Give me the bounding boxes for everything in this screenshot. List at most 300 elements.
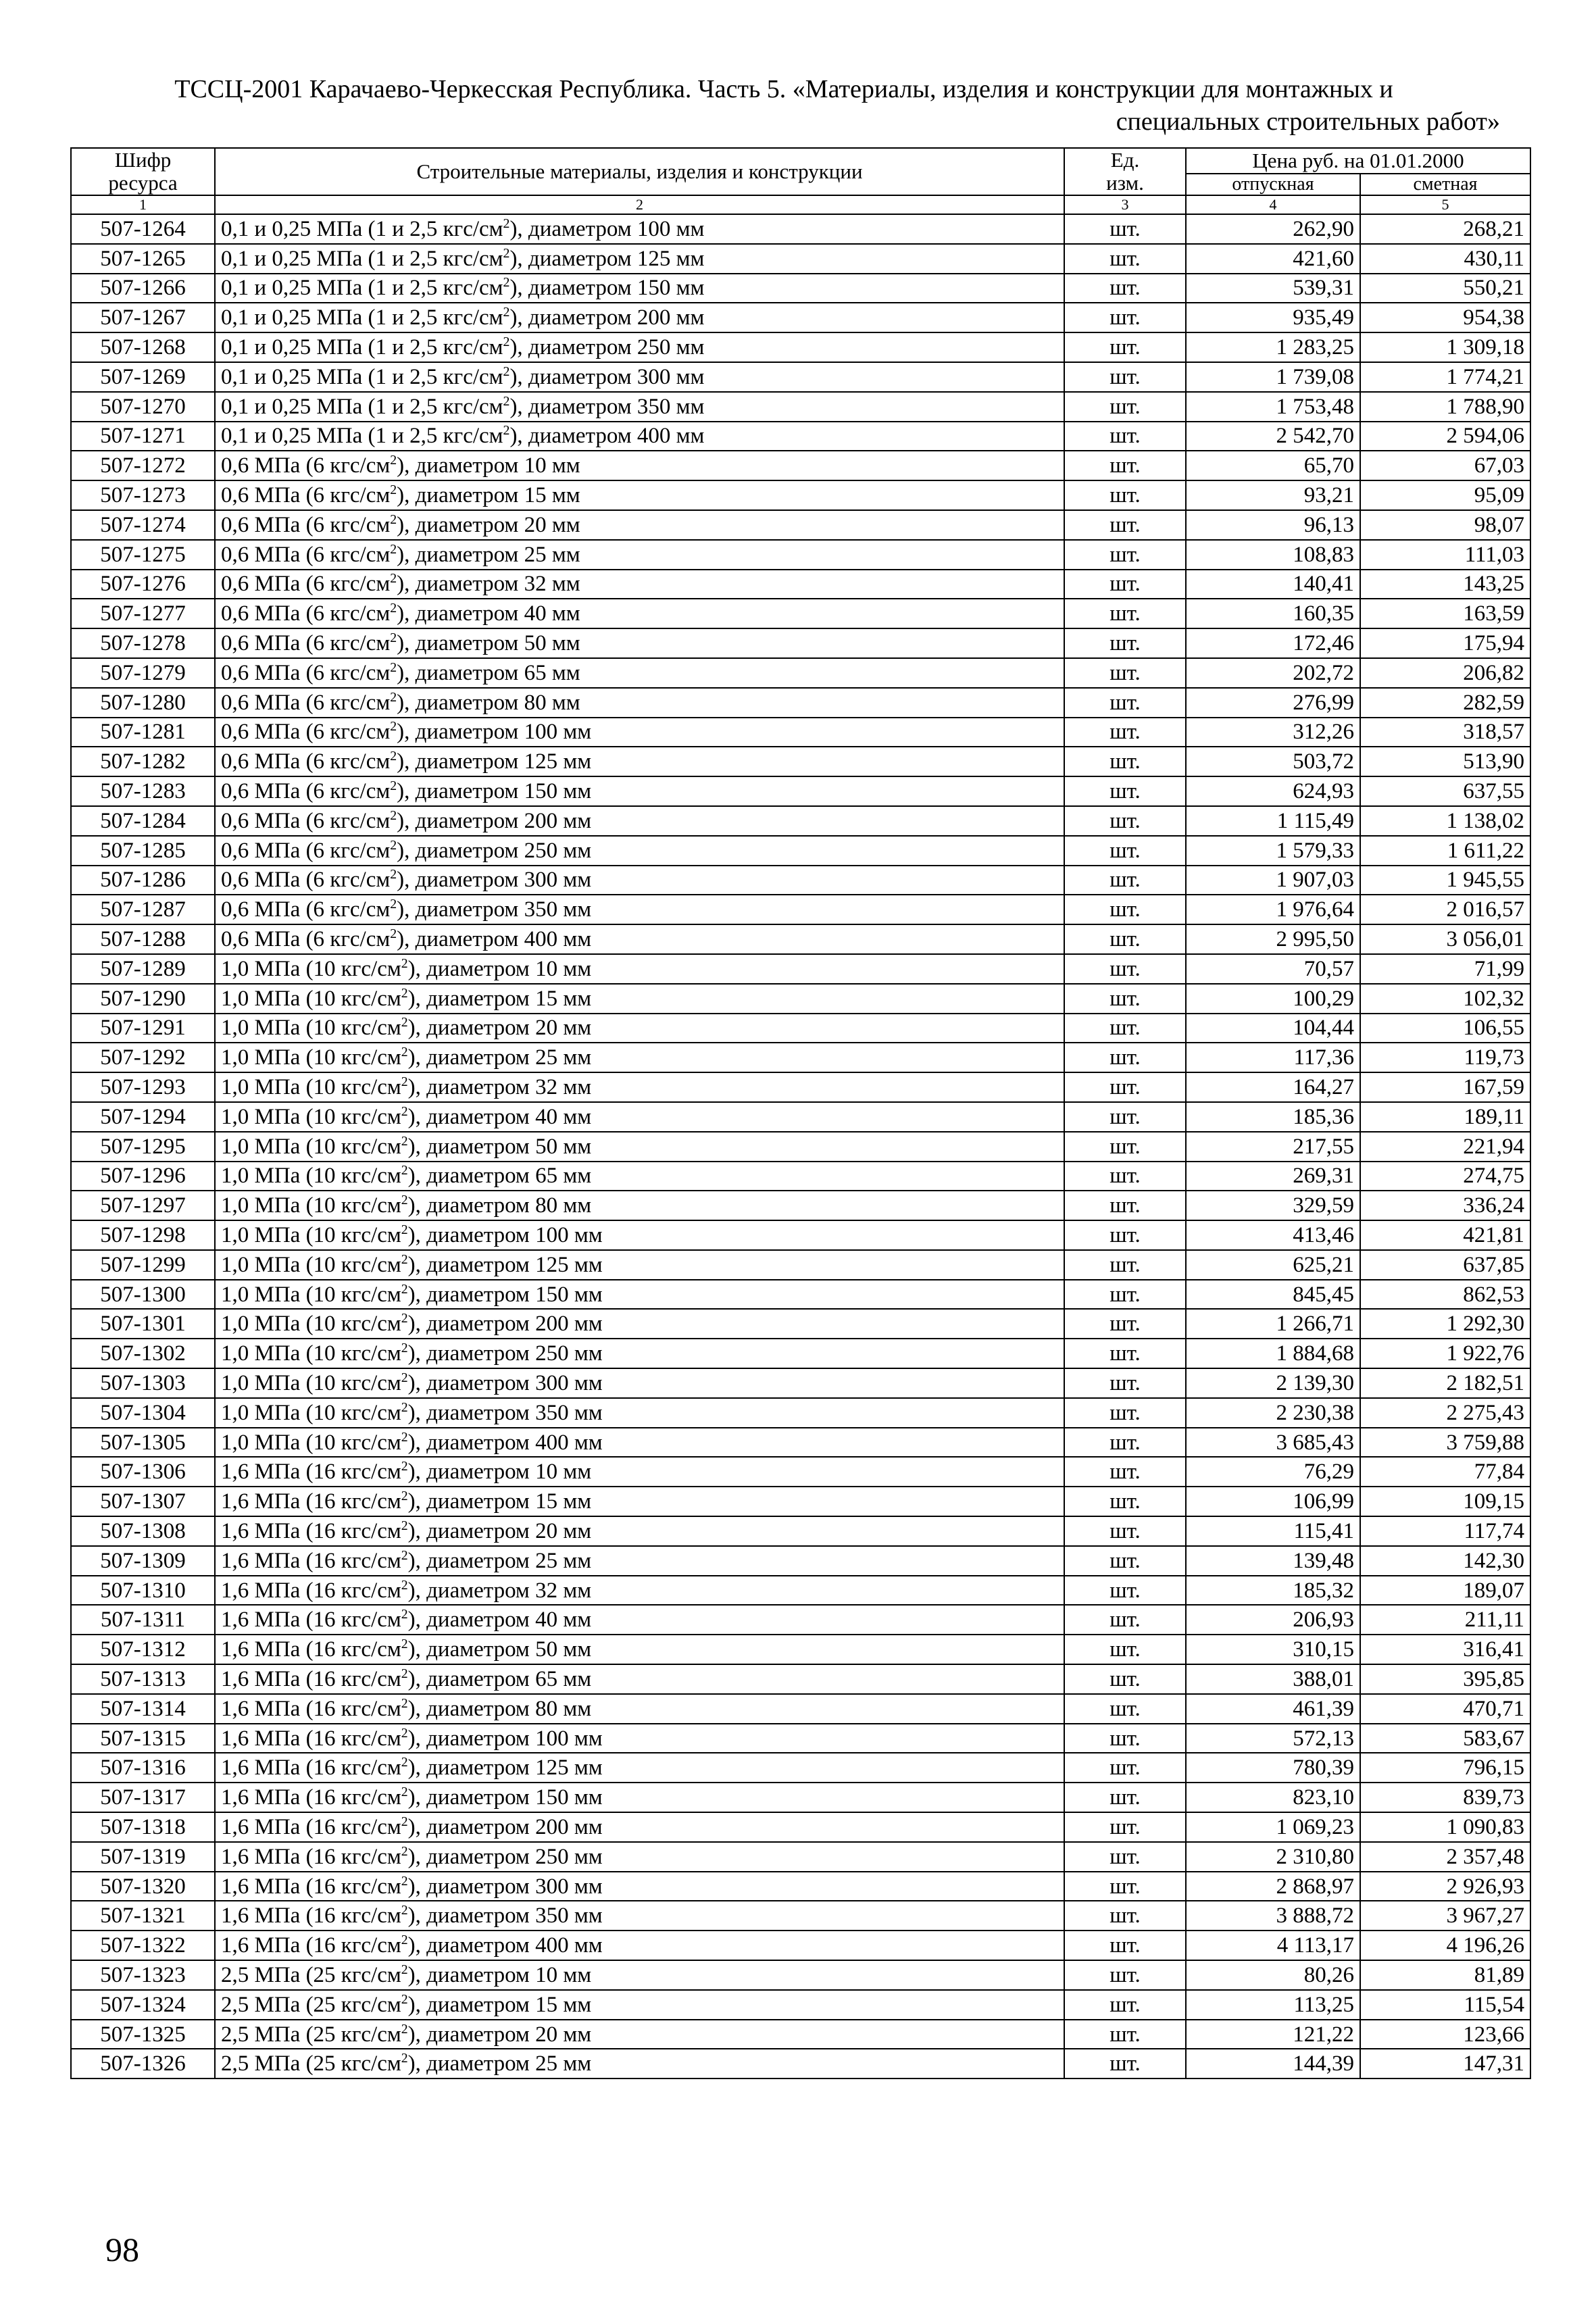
material-description [215, 1546, 1064, 1576]
description-pressure: 1,6 МПа (16 кгс/см [221, 1756, 401, 1781]
description-pressure: 2,5 МПа (25 кгс/см [221, 2051, 401, 2076]
description-diameter: ), диаметром 50 мм [397, 631, 580, 656]
description-diameter: ), диаметром 25 мм [407, 1045, 592, 1070]
table-row [71, 1162, 1530, 1191]
material-description [215, 422, 1064, 451]
price-estimate: 2 594,06 [1360, 422, 1530, 451]
unit: шт. [1064, 1694, 1186, 1724]
table-row [71, 1872, 1530, 1901]
superscript-2: 2 [390, 897, 397, 912]
description-pressure: 0,1 и 0,25 МПа (1 и 2,5 кгс/см [221, 216, 503, 241]
description-diameter: ), диаметром 50 мм [407, 1134, 592, 1159]
price-release: 625,21 [1186, 1250, 1360, 1280]
superscript-2: 2 [401, 1341, 408, 1356]
price-estimate: 109,15 [1360, 1487, 1530, 1516]
material-description [215, 540, 1064, 570]
material-description [215, 1635, 1064, 1664]
price-estimate: 2 016,57 [1360, 895, 1530, 924]
resource-code: 507-1298 [71, 1220, 215, 1250]
superscript-2: 2 [401, 985, 408, 1001]
description-diameter: ), диаметром 15 мм [407, 986, 592, 1011]
description-pressure: 1,6 МПа (16 кгс/см [221, 1844, 401, 1869]
table-row [71, 451, 1530, 480]
price-release: 144,39 [1186, 2049, 1360, 2078]
superscript-2: 2 [390, 749, 397, 764]
table-row [71, 2049, 1530, 2078]
unit: шт. [1064, 1043, 1186, 1072]
material-description [215, 1605, 1064, 1635]
description-pressure: 0,6 МПа (6 кгс/см [221, 868, 391, 893]
unit: шт. [1064, 1014, 1186, 1043]
unit: шт. [1064, 1960, 1186, 1990]
price-release: 3 685,43 [1186, 1428, 1360, 1458]
description-diameter: ), диаметром 100 мм [407, 1726, 603, 1751]
unit: шт. [1064, 954, 1186, 984]
unit: шт. [1064, 599, 1186, 628]
description-pressure: 1,0 МПа (10 кгс/см [221, 1193, 401, 1218]
material-description [215, 747, 1064, 776]
resource-code: 507-1281 [71, 718, 215, 747]
table-row [71, 866, 1530, 895]
superscript-2: 2 [503, 393, 510, 409]
description-pressure: 0,6 МПа (6 кгс/см [221, 897, 391, 922]
price-release: 1 115,49 [1186, 806, 1360, 836]
price-release: 100,29 [1186, 984, 1360, 1014]
superscript-2: 2 [401, 1547, 408, 1563]
description-diameter: ), диаметром 40 мм [407, 1608, 592, 1633]
price-release: 276,99 [1186, 688, 1360, 718]
description-pressure: 1,0 МПа (10 кгс/см [221, 1075, 401, 1099]
description-diameter: ), диаметром 15 мм [397, 483, 580, 508]
price-estimate: 115,54 [1360, 1990, 1530, 2020]
table-row [71, 1398, 1530, 1428]
price-estimate: 81,89 [1360, 1960, 1530, 1990]
price-estimate: 1 138,02 [1360, 806, 1530, 836]
unit: шт. [1064, 362, 1186, 392]
description-pressure: 1,0 МПа (10 кгс/см [221, 1134, 401, 1159]
superscript-2: 2 [390, 807, 397, 823]
price-estimate: 336,24 [1360, 1191, 1530, 1220]
price-release: 1 753,48 [1186, 392, 1360, 422]
price-estimate: 1 945,55 [1360, 866, 1530, 895]
price-estimate: 98,07 [1360, 510, 1530, 540]
table-row [71, 510, 1530, 540]
price-estimate: 954,38 [1360, 303, 1530, 332]
unit: шт. [1064, 451, 1186, 480]
resource-code: 507-1300 [71, 1280, 215, 1310]
table-row [71, 658, 1530, 688]
price-estimate: 167,59 [1360, 1072, 1530, 1102]
description-pressure: 1,6 МПа (16 кгс/см [221, 1489, 401, 1514]
superscript-2: 2 [503, 245, 510, 261]
material-description [215, 1014, 1064, 1043]
price-estimate: 316,41 [1360, 1635, 1530, 1664]
superscript-2: 2 [401, 1015, 408, 1030]
price-release: 1 579,33 [1186, 836, 1360, 866]
unit: шт. [1064, 1280, 1186, 1310]
superscript-2: 2 [401, 1222, 408, 1237]
resource-code: 507-1314 [71, 1694, 215, 1724]
unit: шт. [1064, 392, 1186, 422]
material-description [215, 244, 1064, 274]
price-release: 421,60 [1186, 244, 1360, 274]
table-row [71, 480, 1530, 510]
price-estimate: 1 788,90 [1360, 392, 1530, 422]
price-estimate: 175,94 [1360, 628, 1530, 658]
table-row [71, 836, 1530, 866]
material-description [215, 1576, 1064, 1605]
description-diameter: ), диаметром 125 мм [509, 246, 705, 271]
description-pressure: 1,6 МПа (16 кгс/см [221, 1578, 401, 1603]
superscript-2: 2 [401, 1193, 408, 1208]
resource-code: 507-1311 [71, 1605, 215, 1635]
resource-code: 507-1313 [71, 1664, 215, 1694]
price-estimate: 142,30 [1360, 1546, 1530, 1576]
price-release: 65,70 [1186, 451, 1360, 480]
unit: шт. [1064, 1664, 1186, 1694]
description-pressure: 1,6 МПа (16 кгс/см [221, 1548, 401, 1573]
unit: шт. [1064, 1635, 1186, 1664]
unit: шт. [1064, 1309, 1186, 1339]
table-row [71, 1546, 1530, 1576]
table-row [71, 776, 1530, 806]
description-pressure: 1,6 МПа (16 кгс/см [221, 1874, 401, 1899]
resource-code: 507-1310 [71, 1576, 215, 1605]
price-estimate: 1 309,18 [1360, 332, 1530, 362]
resource-code: 507-1289 [71, 954, 215, 984]
table-row [71, 1694, 1530, 1724]
table-row [71, 1014, 1530, 1043]
resource-code: 507-1292 [71, 1043, 215, 1072]
superscript-2: 2 [503, 305, 510, 320]
table-row [71, 1605, 1530, 1635]
material-description [215, 984, 1064, 1014]
price-release: 388,01 [1186, 1664, 1360, 1694]
superscript-2: 2 [401, 1755, 408, 1770]
material-description [215, 1872, 1064, 1901]
unit: шт. [1064, 1783, 1186, 1812]
unit: шт. [1064, 1931, 1186, 1960]
description-diameter: ), диаметром 125 мм [407, 1756, 603, 1781]
description-diameter: ), диаметром 10 мм [407, 956, 592, 981]
resource-code: 507-1291 [71, 1014, 215, 1043]
price-release: 115,41 [1186, 1516, 1360, 1546]
description-pressure: 0,6 МПа (6 кгс/см [221, 838, 391, 863]
superscript-2: 2 [390, 541, 397, 557]
unit: шт. [1064, 274, 1186, 303]
description-pressure: 0,6 МПа (6 кгс/см [221, 927, 391, 952]
superscript-2: 2 [401, 1074, 408, 1089]
description-pressure: 0,6 МПа (6 кгс/см [221, 601, 391, 626]
superscript-2: 2 [401, 1843, 408, 1859]
price-release: 160,35 [1186, 599, 1360, 628]
description-pressure: 1,0 МПа (10 кгс/см [221, 1104, 401, 1129]
resource-code: 507-1284 [71, 806, 215, 836]
description-diameter: ), диаметром 25 мм [397, 542, 580, 567]
table-row [71, 392, 1530, 422]
price-estimate: 1 090,83 [1360, 1812, 1530, 1842]
material-description [215, 1398, 1064, 1428]
table-row [71, 1783, 1530, 1812]
table-row [71, 718, 1530, 747]
price-release: 76,29 [1186, 1457, 1360, 1487]
resource-code: 507-1295 [71, 1132, 215, 1162]
unit: шт. [1064, 1428, 1186, 1458]
table-row [71, 1931, 1530, 1960]
unit: шт. [1064, 895, 1186, 924]
unit: шт. [1064, 1901, 1186, 1931]
price-estimate: 274,75 [1360, 1162, 1530, 1191]
description-diameter: ), диаметром 150 мм [407, 1785, 603, 1810]
price-estimate: 3 056,01 [1360, 924, 1530, 954]
price-release: 96,13 [1186, 510, 1360, 540]
description-diameter: ), диаметром 150 мм [509, 276, 705, 301]
material-description [215, 895, 1064, 924]
price-release: 172,46 [1186, 628, 1360, 658]
description-pressure: 0,6 МПа (6 кгс/см [221, 483, 391, 508]
table-row [71, 1812, 1530, 1842]
unit: шт. [1064, 1872, 1186, 1901]
price-release: 2 995,50 [1186, 924, 1360, 954]
superscript-2: 2 [401, 1429, 408, 1445]
unit: шт. [1064, 1339, 1186, 1368]
description-pressure: 1,0 МПа (10 кгс/см [221, 1222, 401, 1247]
price-estimate: 268,21 [1360, 214, 1530, 244]
unit: шт. [1064, 1102, 1186, 1132]
unit: шт. [1064, 747, 1186, 776]
unit: шт. [1064, 1990, 1186, 2020]
resource-code: 507-1285 [71, 836, 215, 866]
resource-code: 507-1309 [71, 1546, 215, 1576]
description-diameter: ), диаметром 20 мм [407, 2022, 592, 2047]
price-release: 80,26 [1186, 1960, 1360, 1990]
description-pressure: 0,1 и 0,25 МПа (1 и 2,5 кгс/см [221, 364, 503, 389]
description-pressure: 0,6 МПа (6 кгс/см [221, 542, 391, 567]
unit: шт. [1064, 1398, 1186, 1428]
header-price-estimate: сметная [1360, 174, 1530, 195]
price-estimate: 513,90 [1360, 747, 1530, 776]
description-pressure: 1,6 МПа (16 кгс/см [221, 1637, 401, 1662]
unit: шт. [1064, 1487, 1186, 1516]
superscript-2: 2 [390, 630, 397, 646]
table-row [71, 244, 1530, 274]
superscript-2: 2 [401, 955, 408, 971]
price-estimate: 102,32 [1360, 984, 1530, 1014]
resource-code: 507-1294 [71, 1102, 215, 1132]
unit: шт. [1064, 1457, 1186, 1487]
description-diameter: ), диаметром 250 мм [397, 838, 592, 863]
price-estimate: 2 275,43 [1360, 1398, 1530, 1428]
description-diameter: ), диаметром 20 мм [407, 1518, 592, 1543]
material-description [215, 570, 1064, 599]
description-pressure: 1,6 МПа (16 кгс/см [221, 1460, 401, 1485]
description-pressure: 0,6 МПа (6 кгс/см [221, 512, 391, 537]
price-release: 1 976,64 [1186, 895, 1360, 924]
price-release: 164,27 [1186, 1072, 1360, 1102]
unit: шт. [1064, 1191, 1186, 1220]
price-estimate: 3 967,27 [1360, 1901, 1530, 1931]
price-estimate: 470,71 [1360, 1694, 1530, 1724]
table-row [71, 1102, 1530, 1132]
table-row [71, 1990, 1530, 2020]
price-estimate: 71,99 [1360, 954, 1530, 984]
unit: шт. [1064, 540, 1186, 570]
resource-code: 507-1267 [71, 303, 215, 332]
title-line-2: специальных строительных работ» [1116, 107, 1500, 136]
price-release: 202,72 [1186, 658, 1360, 688]
unit: шт. [1064, 718, 1186, 747]
price-estimate: 2 357,48 [1360, 1842, 1530, 1872]
price-estimate: 189,07 [1360, 1576, 1530, 1605]
unit: шт. [1064, 510, 1186, 540]
material-description [215, 1250, 1064, 1280]
resource-code: 507-1270 [71, 392, 215, 422]
material-description [215, 332, 1064, 362]
price-estimate: 318,57 [1360, 718, 1530, 747]
price-release: 269,31 [1186, 1162, 1360, 1191]
description-diameter: ), диаметром 125 мм [407, 1252, 603, 1277]
price-estimate: 550,21 [1360, 274, 1530, 303]
material-description [215, 776, 1064, 806]
description-diameter: ), диаметром 32 мм [407, 1578, 592, 1603]
superscript-2: 2 [401, 1991, 408, 2007]
resource-code: 507-1283 [71, 776, 215, 806]
unit: шт. [1064, 866, 1186, 895]
price-estimate: 282,59 [1360, 688, 1530, 718]
resource-code: 507-1264 [71, 214, 215, 244]
price-estimate: 119,73 [1360, 1043, 1530, 1072]
description-diameter: ), диаметром 400 мм [407, 1933, 603, 1958]
table-row [71, 1842, 1530, 1872]
price-release: 70,57 [1186, 954, 1360, 984]
material-description [215, 1960, 1064, 1990]
superscript-2: 2 [390, 453, 397, 468]
material-description [215, 1132, 1064, 1162]
table-row [71, 2020, 1530, 2049]
superscript-2: 2 [503, 423, 510, 439]
price-estimate: 1 292,30 [1360, 1309, 1530, 1339]
price-release: 624,93 [1186, 776, 1360, 806]
price-estimate: 95,09 [1360, 480, 1530, 510]
price-release: 140,41 [1186, 570, 1360, 599]
description-pressure: 0,6 МПа (6 кгс/см [221, 690, 391, 715]
price-release: 262,90 [1186, 214, 1360, 244]
superscript-2: 2 [390, 689, 397, 705]
table-row [71, 1753, 1530, 1783]
price-release: 108,83 [1186, 540, 1360, 570]
price-release: 310,15 [1186, 1635, 1360, 1664]
description-pressure: 1,0 МПа (10 кгс/см [221, 1282, 401, 1307]
superscript-2: 2 [401, 1311, 408, 1326]
table-row [71, 1043, 1530, 1072]
superscript-2: 2 [401, 1873, 408, 1889]
description-pressure: 2,5 МПа (25 кгс/см [221, 1962, 401, 1987]
table-row [71, 1428, 1530, 1458]
price-release: 4 113,17 [1186, 1931, 1360, 1960]
superscript-2: 2 [390, 601, 397, 616]
resource-code: 507-1282 [71, 747, 215, 776]
resource-code: 507-1324 [71, 1990, 215, 2020]
price-estimate: 211,11 [1360, 1605, 1530, 1635]
price-estimate: 1 774,21 [1360, 362, 1530, 392]
material-description [215, 1162, 1064, 1191]
resource-code: 507-1265 [71, 244, 215, 274]
description-diameter: ), диаметром 32 мм [397, 572, 580, 597]
description-pressure: 0,6 МПа (6 кгс/см [221, 808, 391, 833]
material-description [215, 510, 1064, 540]
table-row [71, 895, 1530, 924]
unit: шт. [1064, 1576, 1186, 1605]
unit: шт. [1064, 1842, 1186, 1872]
material-description [215, 1931, 1064, 1960]
table-row [71, 1368, 1530, 1398]
superscript-2: 2 [401, 1281, 408, 1297]
resource-code: 507-1308 [71, 1516, 215, 1546]
description-diameter: ), диаметром 350 мм [407, 1903, 603, 1928]
unit: шт. [1064, 244, 1186, 274]
superscript-2: 2 [401, 1489, 408, 1504]
material-description [215, 924, 1064, 954]
unit: шт. [1064, 1812, 1186, 1842]
description-pressure: 0,6 МПа (6 кгс/см [221, 720, 391, 745]
material-description [215, 1694, 1064, 1724]
superscript-2: 2 [503, 216, 510, 231]
superscript-2: 2 [401, 1163, 408, 1178]
unit: шт. [1064, 570, 1186, 599]
superscript-2: 2 [503, 334, 510, 350]
table-row [71, 540, 1530, 570]
table-row [71, 1457, 1530, 1487]
resource-code: 507-1306 [71, 1457, 215, 1487]
price-estimate: 395,85 [1360, 1664, 1530, 1694]
description-diameter: ), диаметром 65 мм [407, 1666, 592, 1691]
table-row [71, 1724, 1530, 1753]
table-row [71, 1250, 1530, 1280]
material-description [215, 1428, 1064, 1458]
page-number: 98 [105, 2231, 139, 2268]
superscript-2: 2 [401, 1725, 408, 1741]
description-pressure: 1,0 МПа (10 кгс/см [221, 1312, 401, 1337]
price-estimate: 147,31 [1360, 2049, 1530, 2078]
unit: шт. [1064, 1250, 1186, 1280]
description-pressure: 0,6 МПа (6 кгс/см [221, 660, 391, 685]
description-pressure: 1,0 МПа (10 кгс/см [221, 1252, 401, 1277]
unit: шт. [1064, 1605, 1186, 1635]
superscript-2: 2 [390, 482, 397, 498]
description-diameter: ), диаметром 150 мм [407, 1282, 603, 1307]
resource-code: 507-1322 [71, 1931, 215, 1960]
resource-code: 507-1303 [71, 1368, 215, 1398]
table-row [71, 1516, 1530, 1546]
material-description [215, 866, 1064, 895]
description-diameter: ), диаметром 150 мм [397, 779, 592, 804]
resource-code: 507-1288 [71, 924, 215, 954]
unit: шт. [1064, 2020, 1186, 2049]
material-description [215, 1753, 1064, 1783]
superscript-2: 2 [401, 1607, 408, 1622]
unit: шт. [1064, 658, 1186, 688]
description-pressure: 1,6 МПа (16 кгс/см [221, 1903, 401, 1928]
description-pressure: 0,1 и 0,25 МПа (1 и 2,5 кгс/см [221, 305, 503, 330]
price-release: 1 739,08 [1186, 362, 1360, 392]
resource-code: 507-1326 [71, 2049, 215, 2078]
price-release: 139,48 [1186, 1546, 1360, 1576]
material-description [215, 1309, 1064, 1339]
description-diameter: ), диаметром 300 мм [407, 1370, 603, 1395]
description-diameter: ), диаметром 20 мм [407, 1016, 592, 1041]
price-estimate: 1 611,22 [1360, 836, 1530, 866]
description-diameter: ), диаметром 300 мм [509, 364, 705, 389]
